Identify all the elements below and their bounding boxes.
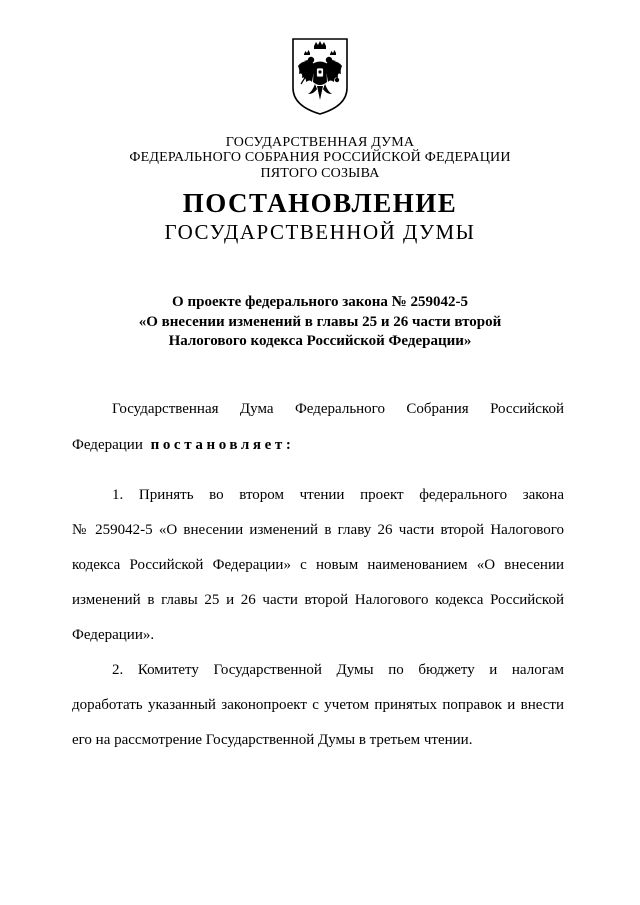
- preamble-line-1: Государственная Дума Федерального Собрания Российской: [112, 401, 564, 417]
- header-line-1: [0, 135, 640, 150]
- header-text: ПЯТОГО СОЗЫВА: [260, 166, 380, 181]
- document-subtitle: ГОСУДАРСТВЕННОЙ ДУМЫ: [164, 220, 476, 244]
- item1-line-5: Федерации».: [72, 627, 155, 643]
- header-text: ГОСУДАРСТВЕННАЯ ДУМА: [225, 135, 415, 150]
- header-line-3: [0, 166, 640, 181]
- header-line-2: [0, 150, 640, 165]
- preamble-line-2: [72, 436, 294, 454]
- resolves-keyword: постановляет:: [150, 437, 295, 453]
- project-title-line-2: «О внесении изменений в главы 25 и 26 части второй: [138, 314, 502, 330]
- header-text: ФЕДЕРАЛЬНОГО СОБРАНИЯ РОССИЙСКОЙ ФЕДЕРАЦИИ: [129, 150, 511, 165]
- item2-line-2: доработать указанный законопроект с учетом принятых поправок и внести: [72, 697, 564, 713]
- coat-of-arms-icon: [290, 36, 350, 116]
- item2-line-3: его на рассмотрение Государственной Думы в третьем чтении.: [72, 732, 473, 748]
- item2-line-1: 2. Комитету Государственной Думы по бюджету и налогам: [112, 662, 564, 678]
- item1-line-3: кодекса Российской Федерации» с новым наименованием «О внесении: [72, 557, 564, 573]
- project-title-line-3: Налогового кодекса Российской Федерации»: [168, 333, 472, 349]
- project-title-line-1: О проекте федерального закона № 259042-5: [172, 294, 468, 310]
- item1-line-2: № 259042-5 «О внесении изменений в главу 26 части второй Налогового: [72, 522, 564, 538]
- item1-line-4: изменений в главы 25 и 26 части второй Налогового кодекса Российской: [72, 592, 564, 608]
- item1-line-1: 1. Принять во втором чтении проект федерального закона: [112, 487, 564, 503]
- document-title: ПОСТАНОВЛЕНИЕ: [182, 188, 458, 218]
- preamble-text: Федерации: [72, 437, 143, 453]
